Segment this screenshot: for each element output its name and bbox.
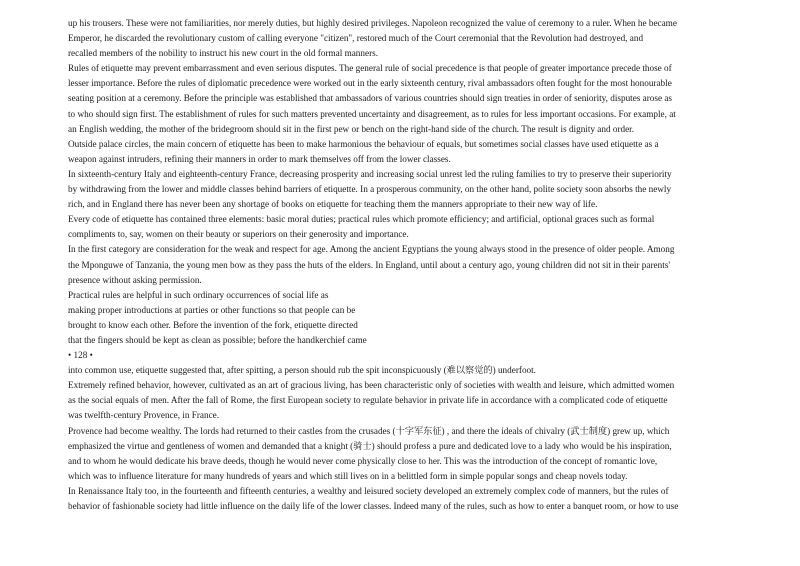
text-line: Extremely refined behavior, however, cultivated as an art of gracious living, has been characteristic only of societies with wealth and leisure, which admitted women — [68, 380, 675, 391]
text-line: rich, and in England there has never been any shortage of books on etiquette for teaching them the manners appropriate to their new way of life. — [68, 199, 598, 210]
paragraph-napoleon — [68, 16, 736, 61]
text-line: In the first category are consideration for the weak and respect for age. Among the ancient Egyptians the young always stood in the presence of older people. Among — [68, 244, 675, 255]
paragraph-refined-behavior — [68, 378, 736, 423]
text-line: In sixteenth-century Italy and eighteenth-century France, decreasing prosperity and increasing social unrest led the ruling families to try to preserve their superiority — [68, 168, 672, 179]
text-line: an English wedding, the mother of the bridegroom should sit in the first pew or bench on the right-hand side of the church. The result is dignity and order. — [68, 123, 635, 134]
text-line: compliments to, say, women on their beauty or superiors on their generosity and importance. — [68, 229, 409, 240]
text-line: Outside palace circles, the main concern of etiquette has been to make harmonious the behaviour of equals, but sometimes social classes have used etiquette as a — [68, 138, 659, 149]
text-line: presence without asking permission. — [68, 274, 202, 285]
text-line: Every code of etiquette has contained three elements: basic moral duties; practical rules which promote efficiency; and artificial, optional graces such as formal — [68, 214, 655, 225]
paragraph-palace-circles — [68, 137, 736, 167]
text-line: up his trousers. These were not familiarities, nor merely duties, but highly desired privileges. Napoleon recognized the value of ceremony to a ruler. When he became — [68, 18, 677, 28]
text-line: lesser importance. Before the rules of diplomatic precedence were worked out in the early sixteenth century, rival ambassadors often fought for the most honourable — [68, 78, 672, 89]
text-line: brought to know each other. Before the invention of the fork, etiquette directed — [68, 319, 358, 330]
text-line: making proper introductions at parties or other functions so that people can be — [68, 304, 356, 315]
text-line: to who should sign first. The establishment of rules for such matters prevented uncertainty and disagreement, as to rules for less important occasions. For example, at — [68, 108, 676, 119]
text-line: was twelfth-century Provence, in France. — [68, 410, 220, 421]
text-line: weapon against intruders, refining their manners in order to mark themselves off from the lower classes. — [68, 153, 451, 164]
paragraph-three-elements — [68, 212, 736, 242]
text-line: and to whom he would dedicate his brave deeds, though he would never come physically close to her. This was the introduction of the concept of romantic love, — [68, 455, 658, 466]
text-line: as the social equals of men. After the fall of Rome, the first European society to regulate behavior in private life in accordance with a complicated code of etiquette — [68, 395, 668, 406]
paragraph-first-category — [68, 242, 736, 287]
page-number: • 128 • — [68, 350, 93, 361]
text-line: which was to influence literature for many hundreds of years and which still lives on in a belittled form in simple popular songs and cheap novels today. — [68, 470, 628, 481]
text-line: Emperor, he discarded the revolutionary custom of calling everyone "citizen", restored much of the Court ceremonial that the Revolution had destroyed, and — [68, 33, 644, 44]
text-line: Rules of etiquette may prevent embarrassment and even serious disputes. The general rule of social precedence is that people of greater importance precede those of — [68, 63, 672, 74]
text-line: that the fingers should be kept as clean as possible; before the handkerchief came — [68, 334, 367, 345]
text-line: In Renaissance Italy too, in the fourteenth and fifteenth centuries, a wealthy and leisured society developed an extremely complex code of manners, but the rules of — [68, 485, 669, 496]
text-line: into common use, etiquette suggested that, after spitting, a person should rub the spit inconspicuously (难以察觉的) underfoot. — [68, 365, 536, 376]
document-page — [68, 16, 736, 514]
text-line: by withdrawing from the lower and middle classes behind barriers of etiquette. In a prosperous community, on the other hand, polite society soon absorbs the newly — [68, 184, 672, 195]
text-line: Practical rules are helpful in such ordinary occurrences of social life as — [68, 289, 329, 300]
paragraph-italy-france — [68, 167, 736, 212]
text-line: recalled members of the nobility to instruct his new court in the old formal manners. — [68, 48, 378, 59]
paragraph-renaissance-italy — [68, 484, 736, 514]
paragraph-practical-rules — [68, 288, 736, 379]
paragraph-rules-of-etiquette — [68, 61, 736, 136]
text-line: emphasized the virtue and gentleness of women and demanded that a knight (骑士) should profess a pure and dedicated love to a lady who would be his inspiration, — [68, 440, 672, 451]
text-line: Provence had become wealthy. The lords had returned to their castles from the crusades (十字军东征) , and there the ideals of chivalry (武士制度) grew up, which — [68, 425, 670, 436]
text-line: seating position at a ceremony. Before the principle was established that ambassadors of various countries should sign treaties in order of seniority, disputes arose as — [68, 93, 673, 104]
text-line: behavior of fashionable society had little influence on the daily life of the lower classes. Indeed many of the rules, such as how to enter a banquet room, or how to use — [68, 501, 679, 511]
text-line: the Mponguwe of Tanzania, the young men bow as they pass the huts of the elders. In England, until about a century ago, young children did not sit in their parents' — [68, 259, 670, 270]
paragraph-provence — [68, 424, 736, 484]
